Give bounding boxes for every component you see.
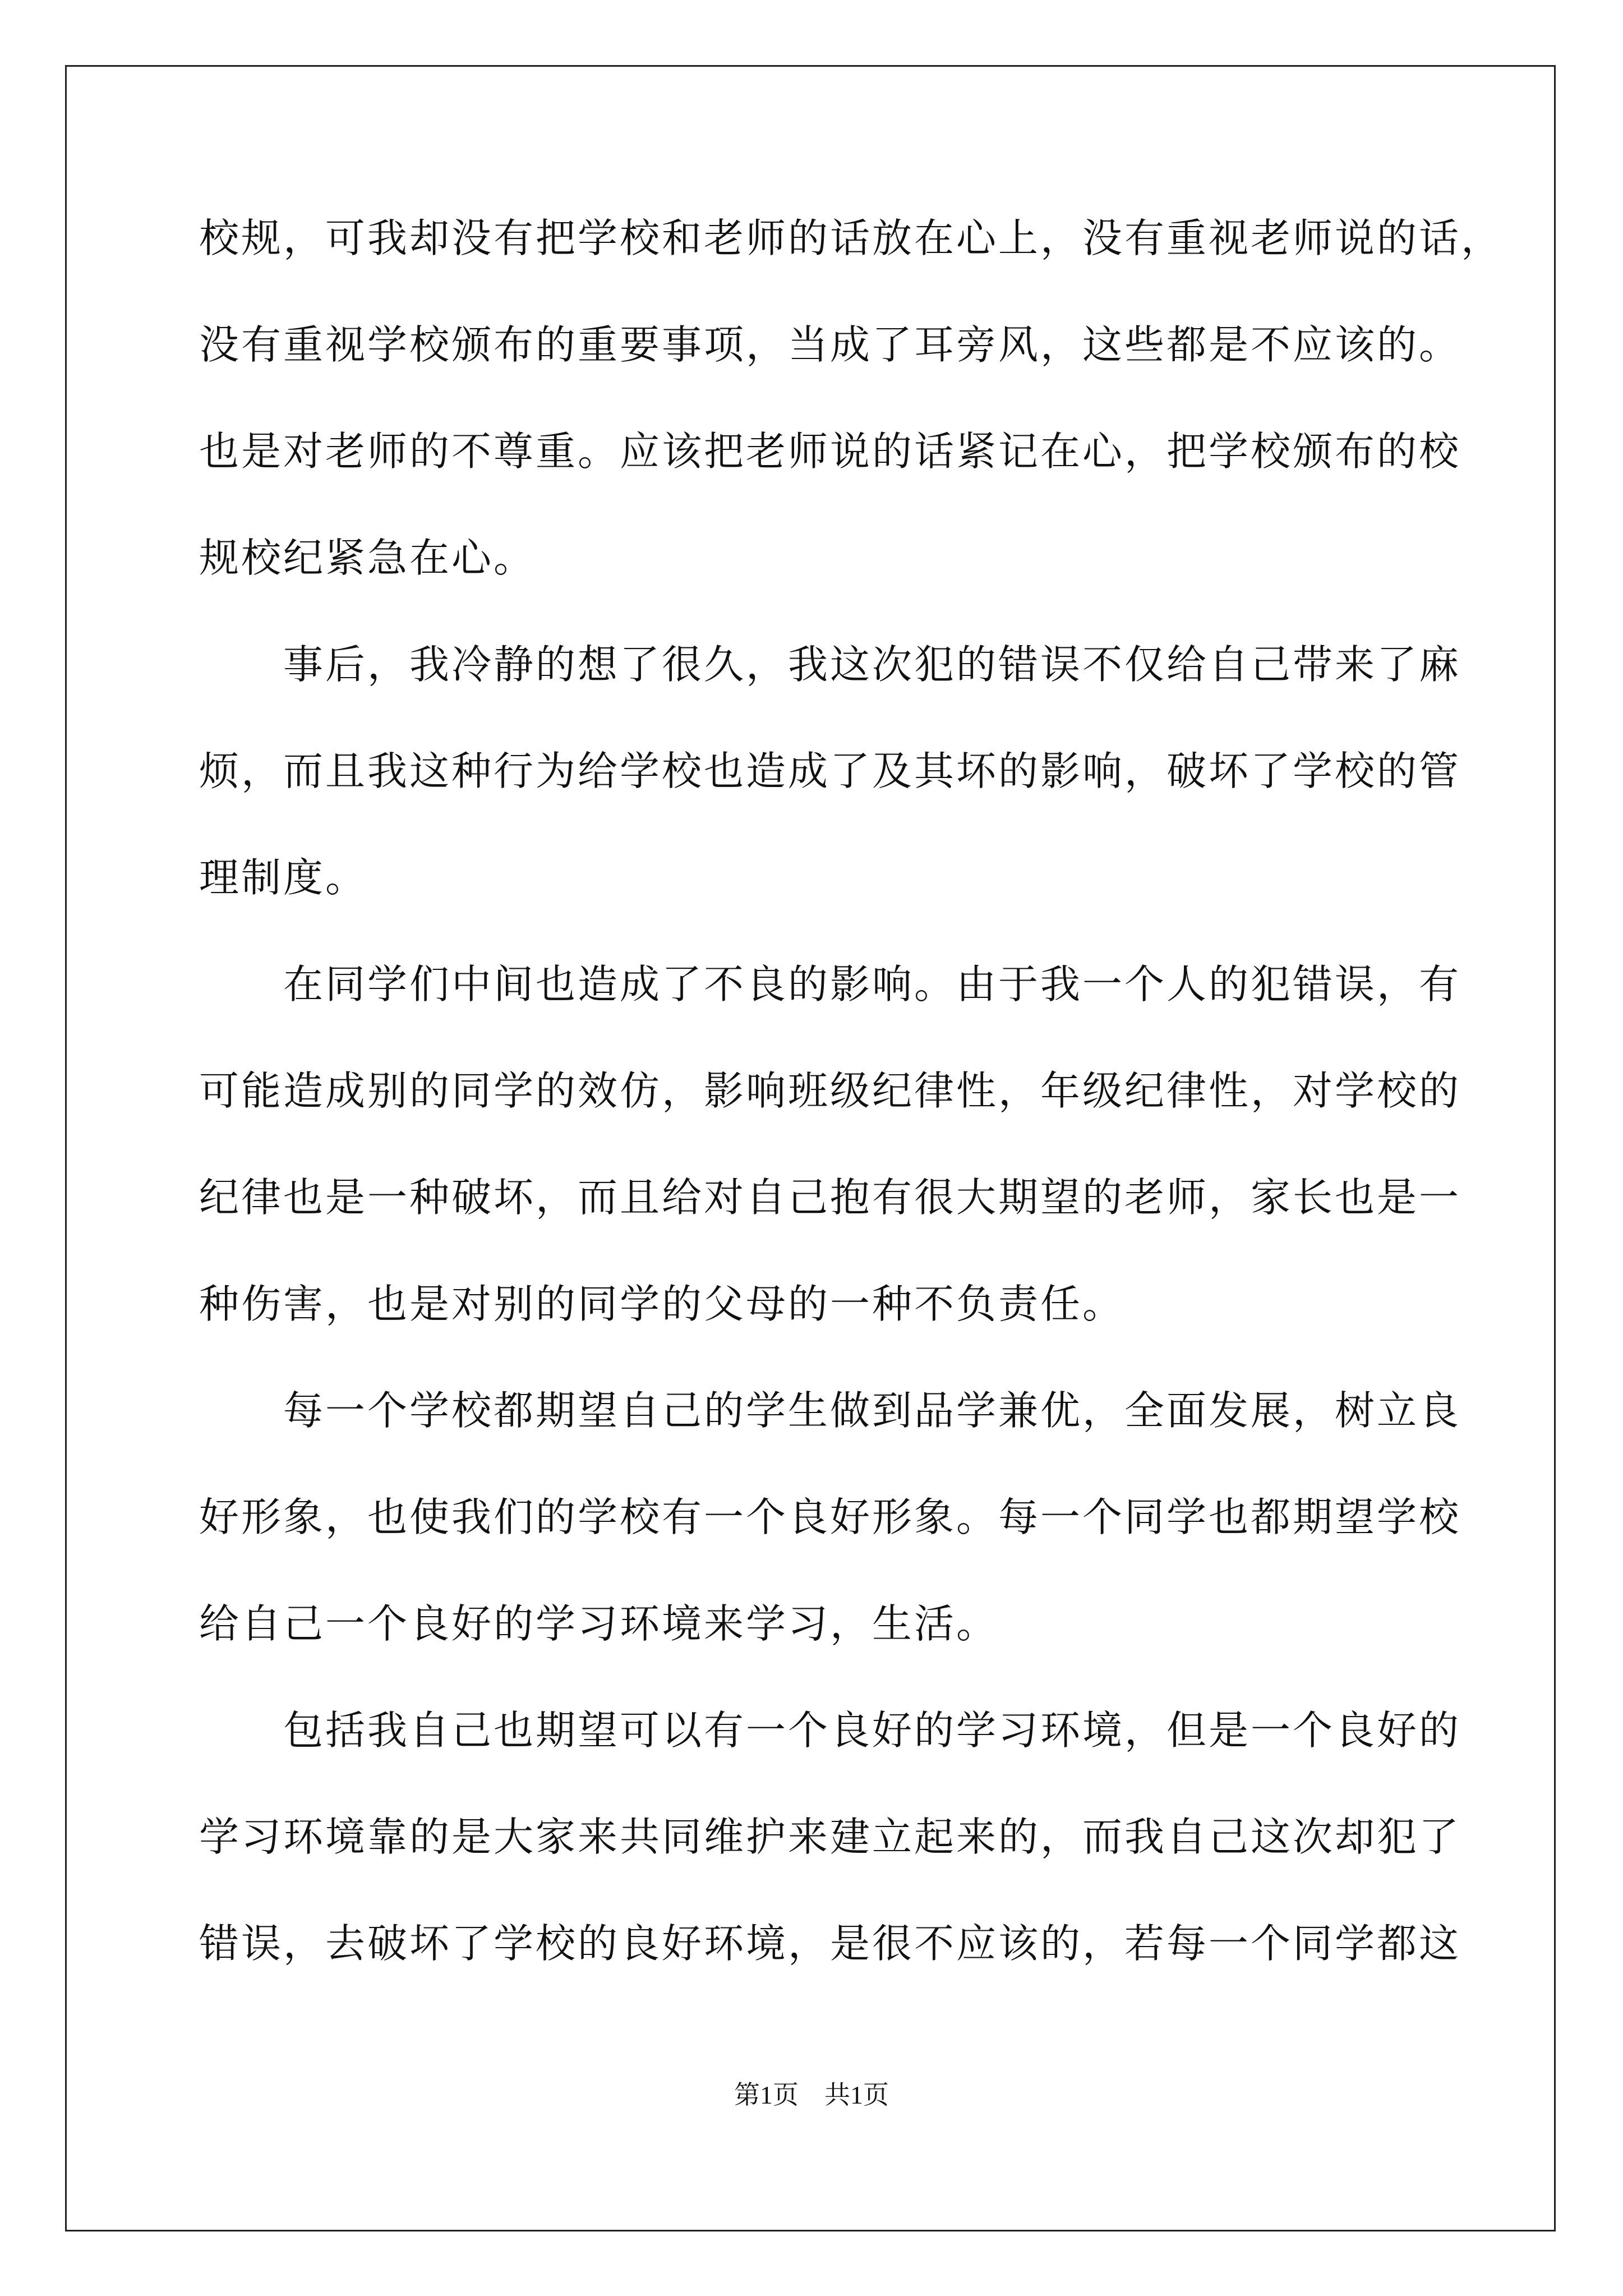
- text-line: 学习环境靠的是大家来共同维护来建立起来的，而我自己这次却犯了: [199, 1814, 1461, 1860]
- text-line: 每一个学校都期望自己的学生做到品学兼优，全面发展，树立良: [199, 1387, 1461, 1434]
- text-line: 可能造成别的同学的效仿，影响班级纪律性，年级纪律性，对学校的: [199, 1068, 1461, 1114]
- text-line: 校规，可我却没有把学校和老师的话放在心上，没有重视老师说的话，: [199, 215, 1504, 261]
- text-line: 理制度。: [199, 854, 368, 901]
- text-line: 给自己一个良好的学习环境来学习，生活。: [199, 1600, 999, 1647]
- text-line: 没有重视学校颁布的重要事项，当成了耳旁风，这些都是不应该的。: [199, 321, 1461, 368]
- text-line: 错误，去破坏了学校的良好环境，是很不应该的，若每一个同学都这: [199, 1920, 1461, 1967]
- text-line: 事后，我冷静的想了很久，我这次犯的错误不仅给自己带来了麻: [199, 641, 1461, 688]
- text-line: 种伤害，也是对别的同学的父母的一种不负责任。: [199, 1281, 1125, 1327]
- text-line: 在同学们中间也造成了不良的影响。由于我一个人的犯错误，有: [199, 961, 1461, 1007]
- text-line: 纪律也是一种破坏，而且给对自己抱有很大期望的老师，家长也是一: [199, 1174, 1461, 1221]
- text-line: 也是对老师的不尊重。应该把老师说的话紧记在心，把学校颁布的校: [199, 428, 1461, 475]
- text-line: 规校纪紧急在心。: [199, 535, 536, 581]
- text-line: 包括我自己也期望可以有一个良好的学习环境，但是一个良好的: [199, 1707, 1461, 1754]
- text-line: 烦，而且我这种行为给学校也造成了及其坏的影响，破坏了学校的管: [199, 748, 1461, 794]
- text-line: 好形象，也使我们的学校有一个良好形象。每一个同学也都期望学校: [199, 1494, 1461, 1540]
- page-number-footer: 第1页 共1页: [734, 2081, 889, 2109]
- document-body: [199, 210, 1504, 2022]
